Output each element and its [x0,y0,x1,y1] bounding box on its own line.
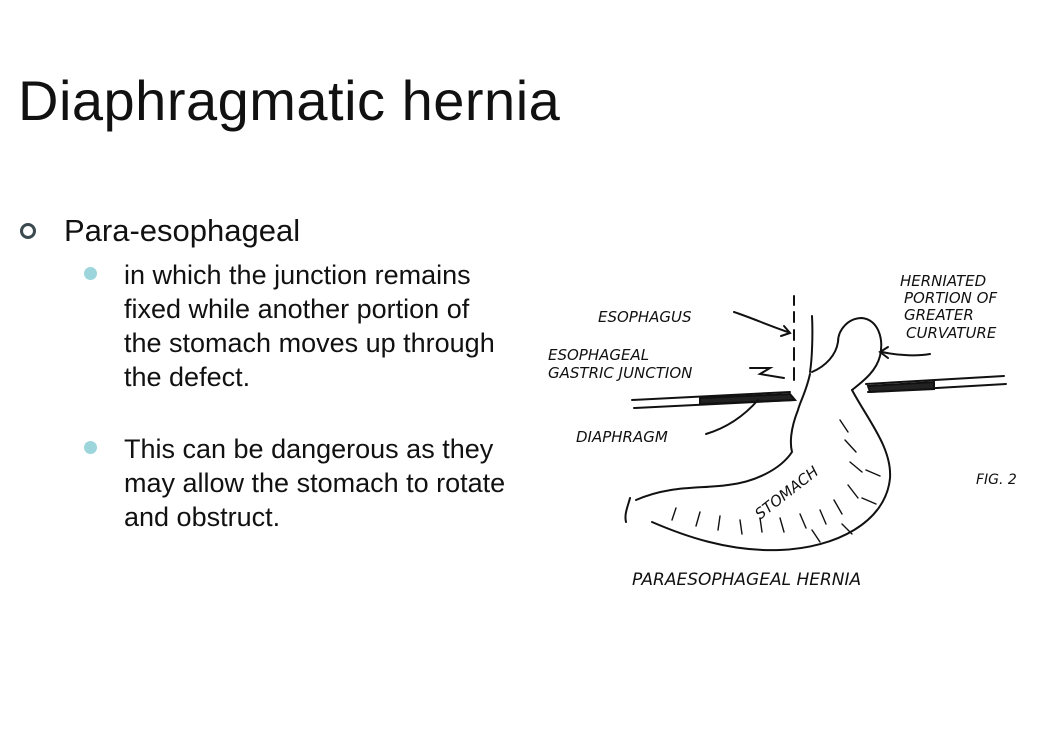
junction-pointer [750,368,784,378]
herniated-fundus [812,318,881,390]
hernia-diagram [540,262,1045,602]
stomach-shading [672,420,880,542]
label-esophagus: ESOPHAGUS [598,308,692,326]
figure-caption: PARAESOPHAGEAL HERNIA [632,570,862,590]
label-greater: GREATER [904,306,974,324]
diagram-labels [548,272,1017,590]
label-portion-of: PORTION OF [904,289,998,307]
sub-bullet-text: in which the junction remains fixed while another portion of the stomach moves up through the defect. [124,260,495,392]
ring-bullet-icon [20,223,36,239]
label-herniated: HERNIATED [900,272,987,290]
label-esophageal: ESOPHAGEAL [548,346,650,364]
label-fig: FIG. 2 [976,472,1017,488]
diaphragm-pointer [706,400,758,434]
dot-bullet-icon [84,441,97,454]
bullet-level1-text: Para-esophageal [64,213,301,248]
sub-bullet-text: This can be dangerous as they may allow the stomach to rotate and obstruct. [124,434,506,532]
label-curvature: CURVATURE [906,324,997,342]
label-diaphragm: DIAPHRAGM [576,428,668,446]
esophagus-pointer [734,312,788,332]
label-gastric-junction: GASTRIC JUNCTION [548,364,693,382]
esophagus-right-wall [810,316,812,372]
herniated-pointer [882,352,930,355]
dot-bullet-icon [84,267,97,280]
slide-title: Diaphragmatic hernia [18,69,561,132]
bullet-level1 [20,213,300,249]
label-stomach: STOMACH [751,462,822,524]
pylorus [625,498,630,522]
